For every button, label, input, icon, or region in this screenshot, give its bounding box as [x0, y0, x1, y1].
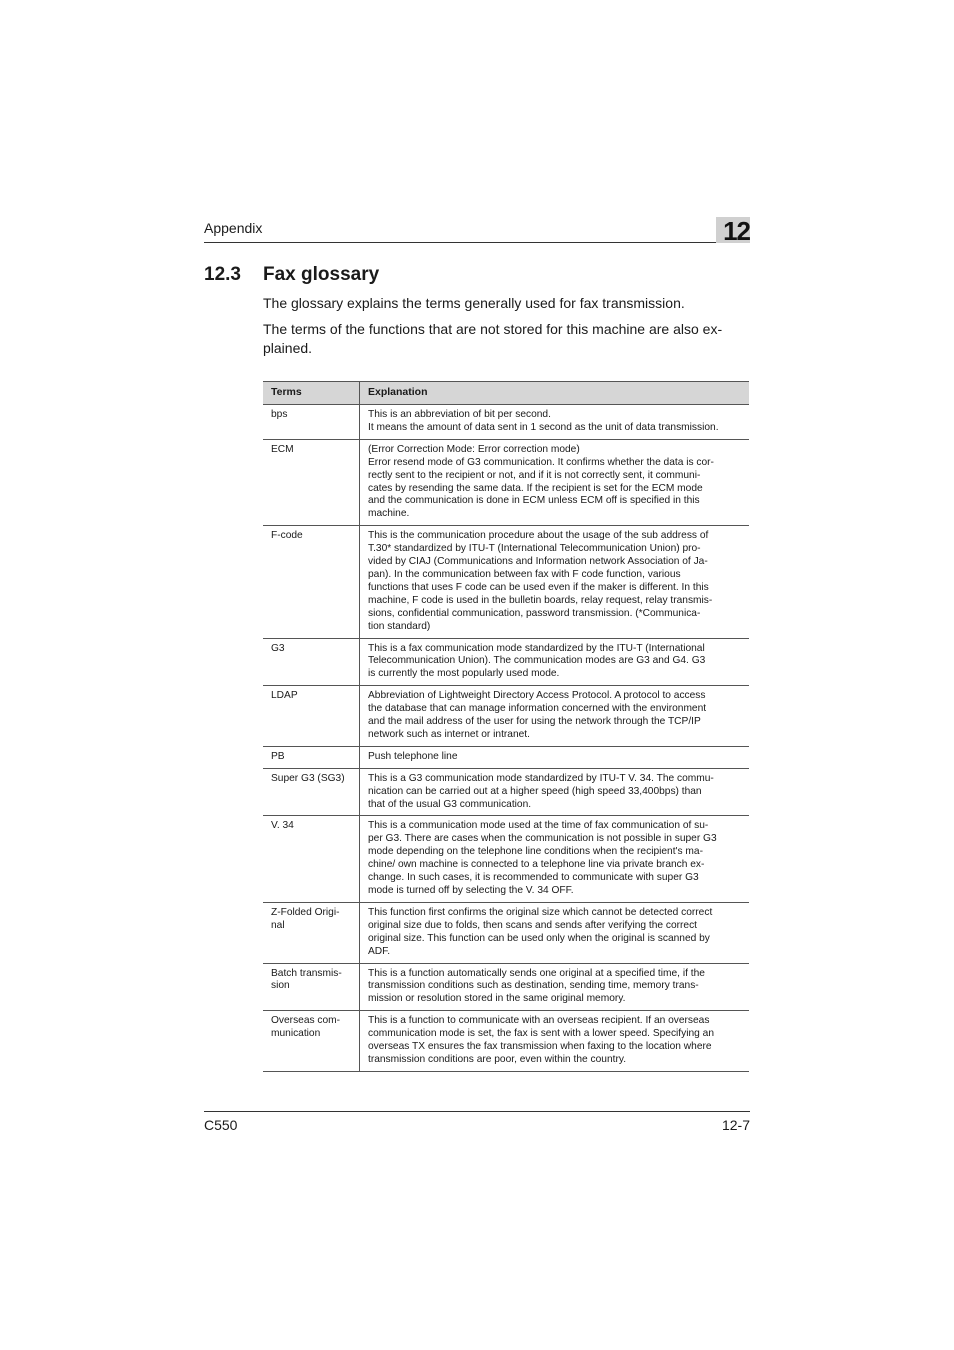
- text-line: PB: [271, 750, 285, 762]
- text-line: mode depending on the telephone line conditions when the recipient's ma-: [368, 846, 703, 858]
- text-line: original size. This function can be used only when the original is scanned by: [368, 932, 710, 944]
- text-line: This is a fax communication mode standardized by the ITU-T (International: [368, 642, 705, 654]
- text-line: and the communication is done in ECM unless ECM off is specified in this: [368, 495, 700, 507]
- text-line: transmission conditions such as destination, sending time, memory trans-: [368, 980, 699, 992]
- text-line: bps: [271, 409, 288, 420]
- table-row: [263, 1011, 749, 1072]
- text-line: that of the usual G3 communication.: [368, 798, 532, 810]
- term-cell: [263, 816, 360, 902]
- explanation-cell: [360, 1011, 750, 1072]
- text-line: nication can be carried out at a higher speed (high speed 33,400bps) than: [368, 785, 702, 797]
- intro-paragraph: [263, 320, 749, 357]
- text-line: It means the amount of data sent in 1 second as the unit of data transmission.: [368, 421, 719, 433]
- text-line: LDAP: [271, 690, 298, 702]
- section-heading: [204, 264, 379, 286]
- table-row: [263, 686, 749, 747]
- footer-model: C550: [204, 1117, 238, 1133]
- chapter-number-badge: 12: [716, 217, 750, 243]
- text-line: overseas TX ensures the fax transmission when faxing to the location where: [368, 1041, 712, 1053]
- glossary-table: [263, 381, 749, 1072]
- text-line: Push telephone line: [368, 750, 458, 762]
- intro-paragraph: The glossary explains the terms generally used for fax transmission.: [263, 295, 685, 311]
- text-line: mission or resolution stored in the same original memory.: [368, 993, 626, 1005]
- text-line: munication: [271, 1028, 321, 1040]
- column-header-terms: Terms: [263, 382, 360, 405]
- term-cell: [263, 439, 360, 525]
- section-title: Fax glossary: [263, 264, 380, 285]
- text-line: is currently the most popularly used mode.: [368, 668, 560, 680]
- text-line: cates by resending the same data. If the recipient is set for the ECM mode: [368, 482, 703, 494]
- text-line: sion: [271, 980, 290, 992]
- text-line: nal: [271, 919, 285, 931]
- text-line: sions, confidential communication, password transmission. (*Communica-: [368, 607, 701, 619]
- term-cell: [263, 768, 360, 816]
- explanation-cell: [360, 405, 750, 440]
- text-line: T.30* standardized by ITU-T (International Telecommunication Union) pro-: [368, 543, 701, 555]
- term-cell: [263, 405, 360, 440]
- explanation-cell: [360, 902, 750, 963]
- text-line: ADF.: [368, 945, 391, 957]
- text-line: Telecommunication Union). The communication modes are G3 and G4. G3: [368, 655, 706, 667]
- text-line: ECM: [271, 443, 294, 455]
- text-line: plained.: [263, 339, 313, 356]
- explanation-cell: [360, 963, 750, 1011]
- text-line: machine.: [368, 508, 410, 520]
- text-line: functions that uses F code can be used even if the maker is different. In this: [368, 581, 709, 593]
- term-cell: [263, 902, 360, 963]
- text-line: F-code: [271, 530, 303, 542]
- text-line: Z-Folded Origi-: [271, 906, 340, 918]
- text-line: This is a G3 communication mode standardized by ITU-T V. 34. The commu-: [368, 772, 714, 784]
- term-cell: [263, 746, 360, 768]
- text-line: change. In such cases, it is recommended to communicate with super G3: [368, 872, 699, 884]
- text-line: machine, F code is used in the bulletin boards, relay request, relay transmis-: [368, 594, 713, 606]
- text-line: Abbreviation of Lightweight Directory Access Protocol. A protocol to access: [368, 690, 706, 702]
- text-line: mode is turned off by selecting the V. 34 OFF.: [368, 885, 574, 896]
- header-label: Appendix: [204, 220, 263, 236]
- text-line: Batch transmis-: [271, 967, 342, 979]
- table-row: [263, 526, 749, 638]
- section-number: 12.3: [204, 264, 241, 285]
- term-cell: [263, 686, 360, 747]
- explanation-cell: [360, 526, 750, 638]
- text-line: This function first confirms the original size which cannot be detected correct: [368, 906, 713, 918]
- text-line: rectly sent to the recipient or not, and if it is not correctly sent, it communi-: [368, 469, 701, 481]
- table-row: [263, 405, 749, 440]
- term-cell: [263, 1011, 360, 1072]
- table-row: [263, 816, 749, 902]
- page-footer: [204, 1111, 750, 1136]
- text-line: pan). In the communication between fax with F code function, various: [368, 568, 681, 580]
- explanation-cell: [360, 638, 750, 686]
- table-row: [263, 746, 749, 768]
- text-line: network such as internet or intranet.: [368, 728, 530, 740]
- explanation-cell: [360, 686, 750, 747]
- term-cell: [263, 963, 360, 1011]
- text-line: communication mode is set, the fax is sent with a lower speed. Specifying an: [368, 1028, 714, 1040]
- text-line: and the mail address of the user for using the network through the TCP/IP: [368, 716, 701, 728]
- table-header-row: [263, 382, 749, 405]
- table-row: [263, 963, 749, 1011]
- text-line: This is an abbreviation of bit per second.: [368, 409, 551, 420]
- text-line: This is the communication procedure about the usage of the sub address of: [368, 530, 709, 542]
- text-line: vided by CIAJ (Communications and Information network Association of Ja-: [368, 556, 708, 568]
- footer-page-number: 12-7: [721, 1117, 750, 1133]
- table-row: [263, 768, 749, 816]
- text-line: V. 34: [271, 820, 294, 832]
- column-header-explanation: Explanation: [360, 382, 750, 405]
- glossary-table-body: [263, 405, 749, 1072]
- explanation-cell: [360, 746, 750, 768]
- text-line: The terms of the functions that are not stored for this machine are also ex-: [263, 321, 723, 337]
- text-line: chine/ own machine is connected to a telephone line via private branch ex-: [368, 859, 705, 871]
- text-line: This is a function automatically sends one original at a specified time, if the: [368, 967, 705, 979]
- text-line: (Error Correction Mode: Error correction mode): [368, 443, 580, 455]
- text-line: G3: [271, 642, 285, 654]
- text-line: This is a communication mode used at the time of fax communication of su-: [368, 820, 709, 832]
- explanation-cell: [360, 816, 750, 902]
- text-line: original size due to folds, then scans and sends after verifying the correct: [368, 919, 698, 931]
- page-header: [204, 215, 750, 246]
- table-row: [263, 902, 749, 963]
- explanation-cell: [360, 439, 750, 525]
- text-line: transmission conditions are poor, even within the country.: [368, 1053, 627, 1065]
- text-line: Overseas com-: [271, 1015, 341, 1027]
- text-line: tion standard): [368, 620, 431, 632]
- explanation-cell: [360, 768, 750, 816]
- text-line: This is a function to communicate with an overseas recipient. If an overseas: [368, 1015, 710, 1027]
- text-line: Error resend mode of G3 communication. It confirms whether the data is cor-: [368, 456, 714, 468]
- term-cell: [263, 638, 360, 686]
- text-line: per G3. There are cases when the communication is not possible in super G3: [368, 833, 717, 845]
- text-line: Super G3 (SG3): [271, 772, 345, 784]
- table-row: [263, 439, 749, 525]
- table-row: [263, 638, 749, 686]
- text-line: the database that can manage information concerned with the environment: [368, 703, 707, 715]
- term-cell: [263, 526, 360, 638]
